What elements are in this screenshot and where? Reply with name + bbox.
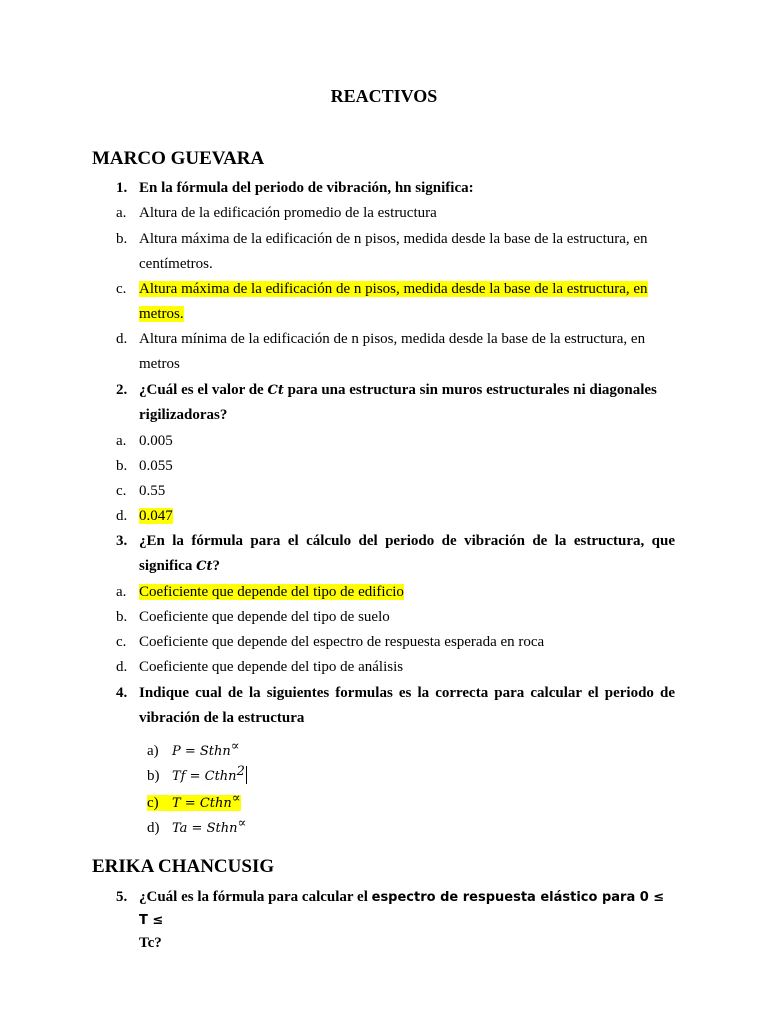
formula-exponent: ∝ <box>237 816 247 831</box>
question-text-part: ¿Cuál es la fórmula para calcular el <box>139 889 368 905</box>
question-number: 2. <box>116 382 128 398</box>
option-text: Coeficiente que depende del espectro de respuesta esperada en roca <box>139 634 545 650</box>
formula-option-d <box>147 816 246 841</box>
option-text <box>139 504 675 529</box>
question-number: 1. <box>116 180 128 196</box>
question-number: 5. <box>116 889 128 905</box>
question-text-part: espectro de respuesta elástico para 0 ≤ T ≤ <box>139 890 665 928</box>
option-letter: b. <box>116 231 128 247</box>
question-text-part: ? <box>212 558 220 574</box>
option-2a <box>116 429 676 454</box>
option-3c <box>116 630 676 655</box>
math-ct: Ct <box>267 383 284 398</box>
question-text-part: Tc? <box>139 935 162 951</box>
question-2 <box>116 378 676 423</box>
math-ct: Ct <box>196 559 213 574</box>
formula: T = Cthn <box>172 796 232 811</box>
option-line: centímetros. <box>139 256 213 272</box>
option-letter: a. <box>116 433 127 449</box>
question-text-part: ¿Cuál es el valor de <box>139 382 264 398</box>
highlighted-answer: metros. <box>139 306 184 322</box>
option-letter: c) <box>147 795 159 811</box>
option-letter: d. <box>116 659 128 675</box>
option-letter: b. <box>116 609 128 625</box>
question-text-part: Indique cual de la siguientes formulas es la correcta para calcular el periodo de <box>139 685 675 701</box>
option-line: Altura máxima de la edificación de n pisos, medida desde la base de la estructura, en <box>139 231 648 247</box>
option-line: metros <box>139 356 180 372</box>
question-text-part: rigilizadoras? <box>139 407 228 423</box>
option-2b <box>116 454 676 479</box>
question-text-part: vibración de la estructura <box>139 710 305 726</box>
text-cursor <box>246 766 247 784</box>
question-text <box>139 529 675 579</box>
question-text <box>139 378 675 428</box>
formula: Ta = Sthn <box>172 821 238 836</box>
option-2c <box>116 479 676 504</box>
option-text <box>139 227 675 277</box>
section-title-marco-guevara: MARCO GUEVARA <box>92 148 265 169</box>
question-line-2 <box>139 554 675 579</box>
option-2d-correct <box>116 504 676 529</box>
page-title: REACTIVOS <box>330 86 438 106</box>
option-3b <box>116 605 676 630</box>
question-text-part: significa <box>139 558 193 574</box>
option-text: 0.055 <box>139 458 173 474</box>
option-text: Coeficiente que depende del tipo de análisis <box>139 659 404 675</box>
option-letter: a. <box>116 584 127 600</box>
question-text: En la fórmula del periodo de vibración, hn significa: <box>139 180 474 196</box>
question-text <box>139 886 675 954</box>
option-text: Altura de la edificación promedio de la estructura <box>139 205 437 221</box>
option-line: Altura mínima de la edificación de n pisos, medida desde la base de la estructura, en <box>139 331 646 347</box>
option-letter: a. <box>116 205 127 221</box>
option-letter: d. <box>116 508 128 524</box>
question-text-part: ¿En la fórmula para el cálculo del periodo de vibración de la estructura, que <box>139 533 675 549</box>
option-text <box>139 580 675 605</box>
highlighted-answer: 0.047 <box>139 508 173 524</box>
formula-exponent: 2 <box>236 764 245 779</box>
formula-exponent: ∝ <box>230 739 240 754</box>
option-text: 0.55 <box>139 483 166 499</box>
formula: P = Sthn <box>172 744 231 759</box>
option-1b <box>116 227 676 272</box>
option-text <box>139 327 675 377</box>
option-letter: c. <box>116 634 127 650</box>
highlighted-answer: Altura máxima de la edificación de n pisos, medida desde la base de la estructura, en <box>139 281 648 297</box>
formula: Tf = Cthn <box>172 769 237 784</box>
question-4 <box>116 681 676 726</box>
option-letter: b) <box>147 768 160 784</box>
option-letter: d. <box>116 331 128 347</box>
option-letter: d) <box>147 820 160 836</box>
question-number: 4. <box>116 685 128 701</box>
question-5 <box>116 886 676 951</box>
formula-option-a <box>147 739 240 764</box>
option-3a-correct <box>116 580 676 605</box>
option-text: Coeficiente que depende del tipo de suelo <box>139 609 390 625</box>
question-text-part: para una estructura sin muros estructurales ni diagonales <box>287 382 657 398</box>
option-text: 0.005 <box>139 433 173 449</box>
formula-exponent: ∝ <box>231 791 241 806</box>
option-letter: a) <box>147 743 159 759</box>
option-1c-correct <box>116 277 676 322</box>
question-text <box>139 681 675 731</box>
option-text <box>139 277 675 327</box>
option-letter: b. <box>116 458 128 474</box>
option-letter: c. <box>116 281 127 297</box>
highlighted-answer <box>147 791 241 811</box>
question-number: 3. <box>116 533 128 549</box>
highlighted-answer: Coeficiente que depende del tipo de edificio <box>139 584 404 600</box>
formula-option-c-correct <box>147 791 241 816</box>
section-title-erika-chancusig: ERIKA CHANCUSIG <box>92 856 275 877</box>
option-1d <box>116 327 676 372</box>
formula-option-b <box>147 764 247 789</box>
option-3d <box>116 655 676 680</box>
question-3 <box>116 529 676 574</box>
option-1a <box>116 201 676 226</box>
question-1 <box>116 176 676 201</box>
option-letter: c. <box>116 483 127 499</box>
